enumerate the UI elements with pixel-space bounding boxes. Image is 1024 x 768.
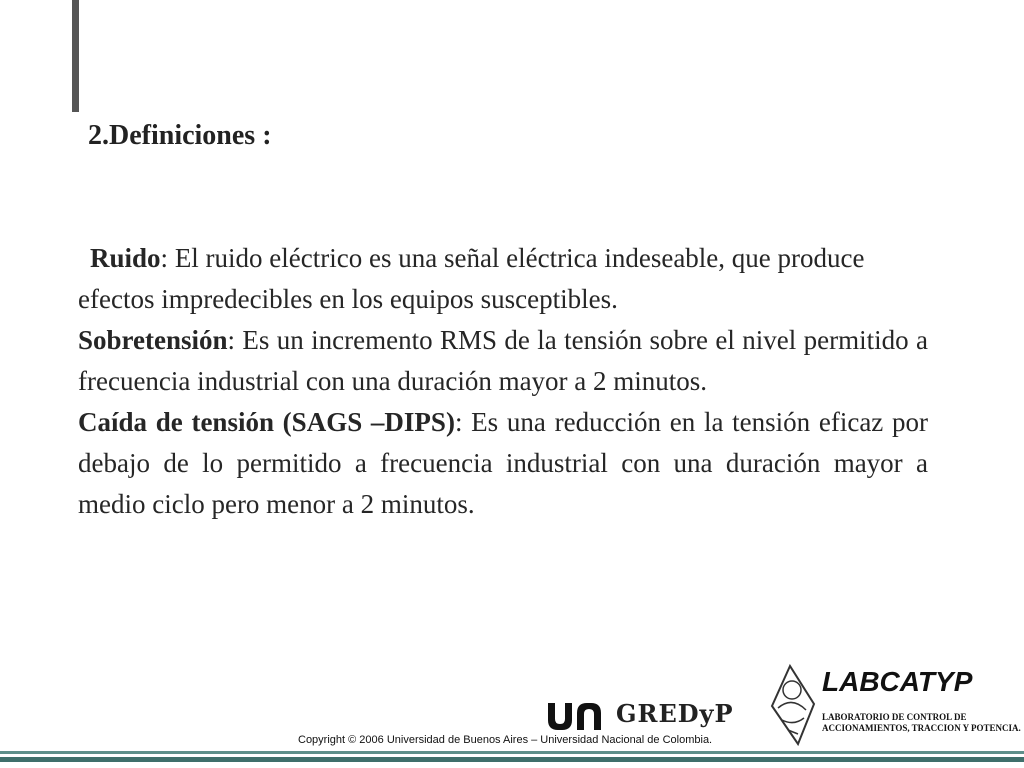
definition-separator: :	[227, 325, 243, 355]
labcatyp-subtitle-line: LABORATORIO DE CONTROL DE	[822, 712, 967, 722]
copyright-notice: Copyright © 2006 Universidad de Buenos Aires – Universidad Nacional de Colombia.	[298, 734, 713, 746]
definition-sobretension	[78, 320, 928, 402]
definition-text: Es un incremento RMS de la tensión sobre el nivel permitido a frecuencia industrial con una duración mayor a 2 minutos.	[78, 325, 928, 396]
definition-ruido	[78, 238, 928, 320]
definition-separator: :	[454, 407, 472, 437]
labcatyp-title: LABCATYP	[822, 666, 973, 697]
definition-text: Es una reducción en la tensión eficaz por debajo de lo permitido a frecuencia industrial con una duración mayor a medio ciclo pero menor a 2 minutos.	[78, 407, 929, 519]
definition-text: El ruido eléctrico es una señal eléctrica indeseable, que produce efectos impredecibles en los equipos susceptibles.	[78, 243, 865, 314]
footer-divider	[0, 757, 1024, 762]
un-logo	[546, 703, 604, 730]
gredyp-logo-text: GREDyP	[616, 699, 734, 728]
definition-term: Caída de tensión (SAGS –DIPS)	[78, 407, 455, 437]
footer-divider	[0, 751, 1024, 754]
definition-caida-de-tension	[78, 402, 928, 525]
decorative-vertical-bar	[72, 0, 79, 112]
labcatyp-subtitle-line: ACCIONAMIENTOS, TRACCION Y POTENCIA.	[822, 723, 1021, 733]
definition-term: Sobretensión	[78, 325, 228, 355]
definitions-content	[78, 238, 928, 525]
definition-term: Ruido	[90, 243, 161, 273]
definition-separator: :	[160, 243, 175, 273]
slide-heading: 2.Definiciones :	[88, 120, 272, 151]
labcatyp-subtitle	[822, 712, 1022, 734]
labcatyp-emblem-icon	[768, 664, 818, 746]
